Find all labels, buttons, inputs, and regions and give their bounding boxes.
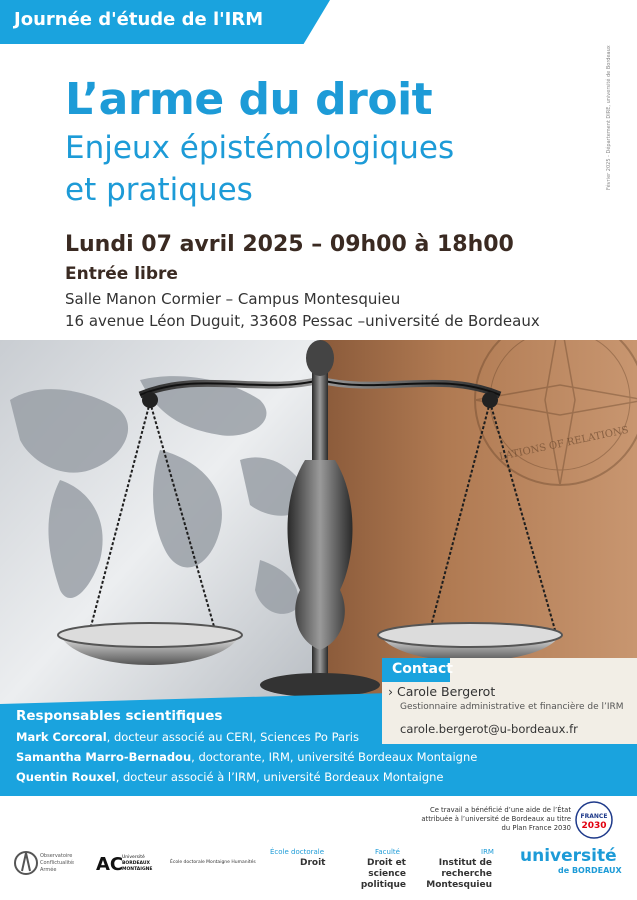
scales-illustration [0, 340, 637, 710]
france-2030-logo [574, 800, 614, 840]
ecole-doctorale-label: École doctorale [270, 848, 325, 856]
ubm-school-name: École doctorale Montaigne Humanités [170, 860, 256, 865]
faculte-name: Droit et science politique [360, 858, 406, 890]
ubm-line1: Université [122, 855, 145, 860]
event-date: Lundi 07 avril 2025 – 09h00 à 18h00 [65, 232, 514, 257]
ubm-logo [96, 850, 166, 876]
contact-label: Contact [392, 661, 453, 677]
irm-label: IRM [481, 848, 494, 856]
observatoire-line1: Observatoire [40, 853, 73, 859]
ubm-line2: BORDEAUX [122, 861, 150, 866]
funding-notice: Ce travail a bénéficié d’une aide de l’État attribuée à l’université de Bordeaux au titre du Plan France 2030 [421, 806, 571, 832]
event-address: 16 avenue Léon Duguit, 33608 Pessac –université de Bordeaux [65, 312, 540, 330]
responsable-role: , doctorante, IRM, université Bordeaux Montaigne [191, 750, 478, 764]
event-room: Salle Manon Cormier – Campus Montesquieu [65, 290, 401, 308]
ecole-doctorale-name: Droit [300, 858, 326, 868]
event-subtitle-line2: et pratiques [65, 172, 253, 208]
event-subtitle-line1: Enjeux épistémologiques [65, 130, 455, 166]
contact-name: › Carole Bergerot [388, 684, 496, 699]
svg-text:AC: AC [96, 854, 124, 875]
responsables-title: Responsables scientifiques [16, 708, 223, 724]
responsable-role: , docteur associé au CERI, Sciences Po Paris [106, 730, 359, 744]
france-2030-line1: FRANCE [580, 813, 608, 820]
header-band-text: Journée d'étude de l'IRM [14, 9, 264, 30]
contact-email-link[interactable]: carole.bergerot@u-bordeaux.fr [400, 722, 578, 736]
ubm-line3: MONTAIGNE [122, 867, 153, 872]
responsable-item [16, 750, 477, 764]
responsable-name: Samantha Marro-Bernadou [16, 750, 192, 764]
compass-text: LATIONS OF RELATIONS [498, 424, 630, 463]
event-title: L’arme du droit [65, 74, 433, 125]
responsable-role: , docteur associé à l’IRM, université Bordeaux Montaigne [115, 770, 444, 784]
france-2030-line2: 2030 [581, 821, 607, 831]
responsable-item [16, 770, 444, 784]
faculte-label: Faculté [375, 848, 400, 856]
universite-bordeaux-logo: université [520, 846, 617, 866]
poster-credit: Février 2025 - Département DIRE, université de Bordeaux [606, 45, 612, 190]
scales-image [0, 340, 637, 710]
event-entry: Entrée libre [65, 264, 178, 284]
responsable-name: Quentin Rouxel [16, 770, 116, 784]
observatoire-logo [14, 843, 74, 883]
irm-name: Institut de recherche Montesquieu [426, 858, 492, 890]
responsable-item [16, 730, 359, 744]
observatoire-line3: Armée [40, 867, 57, 873]
observatoire-line2: Conflictualités [40, 860, 74, 866]
contact-role: Gestionnaire administrative et financière de l’IRM [400, 702, 624, 712]
responsable-name: Mark Corcoral [16, 730, 107, 744]
universite-bordeaux-sub: de BORDEAUX [558, 866, 622, 875]
